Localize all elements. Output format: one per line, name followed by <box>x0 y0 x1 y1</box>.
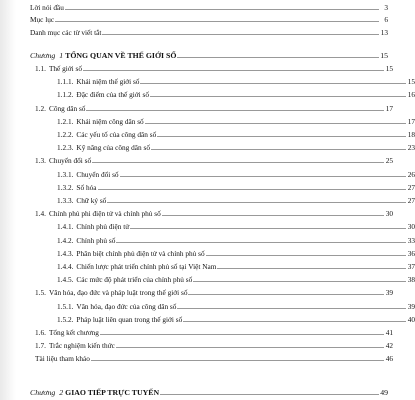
toc-page-number: 13 <box>380 28 388 37</box>
section-number: 1.5.1. <box>57 301 74 311</box>
toc-section-entry[interactable] <box>0 101 393 113</box>
toc-page-number: 16 <box>407 90 415 100</box>
toc-section-entry[interactable] <box>0 338 393 350</box>
toc-chapter-2[interactable] <box>0 385 388 397</box>
toc-subsection-entry[interactable] <box>0 167 415 179</box>
toc-page-number: 17 <box>385 103 393 113</box>
toc-page-number: 23 <box>407 143 415 153</box>
section-number: 1.5. <box>35 288 46 298</box>
chapter-title: TỔNG QUAN VỀ THẾ GIỚI SỐ <box>65 51 177 60</box>
toc-entry-label: Chính phủ phi điện tử và chính phủ số <box>48 209 161 219</box>
toc-section-entry[interactable] <box>0 61 393 73</box>
toc-subsection-entry[interactable] <box>0 259 415 271</box>
toc-page-number: 38 <box>407 275 415 285</box>
dot-leader <box>157 136 406 137</box>
section-number: 1.4.3. <box>57 248 74 258</box>
dot-leader <box>91 360 384 361</box>
toc-chapter-1[interactable] <box>0 48 388 60</box>
toc-subsection-entry[interactable] <box>0 180 415 192</box>
toc-subsection-entry[interactable] <box>0 74 415 86</box>
toc-entry-front-matter[interactable] <box>0 12 388 24</box>
toc-entry-label: Số hóa <box>76 182 97 192</box>
toc-page-number: 3 <box>384 3 388 12</box>
section-number: 1.3.3. <box>57 196 74 205</box>
dot-leader <box>183 321 406 322</box>
section-number: 1.4.1. <box>57 222 74 232</box>
toc-subsection-entry[interactable] <box>0 299 415 311</box>
section-number: 1.3.1. <box>57 169 74 179</box>
section-number: 1.4.2. <box>57 235 74 245</box>
chapter-title: GIAO TIẾP TRỰC TUYẾN <box>65 388 160 397</box>
toc-subsection-entry[interactable] <box>0 246 415 258</box>
dot-leader <box>65 9 379 10</box>
section-number: 1.2.3. <box>57 143 74 153</box>
toc-entry-label: Các yếu tố của công dân số <box>76 130 157 139</box>
toc-page-number: 46 <box>385 354 393 364</box>
toc-page-number: 36 <box>407 248 415 258</box>
toc-subsection-entry[interactable] <box>0 312 415 324</box>
toc-subsection-entry[interactable] <box>0 272 415 284</box>
toc-page-number: 37 <box>407 262 415 271</box>
dot-leader <box>217 268 406 269</box>
dot-leader <box>98 189 407 190</box>
dot-leader <box>83 70 384 71</box>
toc-page-number: 30 <box>385 209 393 219</box>
dot-leader <box>86 110 384 111</box>
toc-page-number: 30 <box>407 222 415 232</box>
toc-entry-label: Lời nói đầu <box>30 3 64 12</box>
section-number: 1.4.4. <box>57 262 74 271</box>
toc-entry-label: Chuyển đổi số <box>76 169 119 179</box>
toc-entry-label: Chuyển đổi số <box>48 156 92 166</box>
toc-page-number: 27 <box>407 196 415 205</box>
toc-entry-label: Chính phủ điện tử <box>76 222 130 232</box>
dot-leader <box>188 294 384 295</box>
chapter-label: Chương <box>30 51 56 60</box>
toc-section-entry[interactable] <box>0 206 393 218</box>
toc-page-number: 17 <box>407 116 415 126</box>
toc-entry-label: Kỹ năng của công dân số <box>76 143 150 153</box>
toc-section-entry[interactable] <box>0 285 393 297</box>
dot-leader <box>100 334 384 335</box>
toc-page-number: 25 <box>385 156 393 166</box>
toc-page-number: 15 <box>407 77 415 87</box>
toc-entry-label: Đặc điểm của thế giới số <box>76 90 149 100</box>
dot-leader <box>120 176 406 177</box>
toc-entry-label: Tài liệu tham khảo <box>35 354 90 364</box>
toc-subsection-entry[interactable] <box>0 219 415 231</box>
dot-leader <box>92 162 384 163</box>
toc-section-entry[interactable] <box>0 351 393 363</box>
section-number: 1.2.2. <box>57 130 74 139</box>
toc-page-number: 6 <box>384 15 388 24</box>
toc-page-number: 41 <box>385 328 393 337</box>
dot-leader <box>116 347 384 348</box>
dot-leader <box>116 242 406 243</box>
dot-leader <box>140 83 406 84</box>
toc-page-number: 15 <box>380 51 388 60</box>
dot-leader <box>107 202 406 203</box>
toc-entry-front-matter[interactable] <box>0 0 388 12</box>
toc-subsection-entry[interactable] <box>0 140 415 152</box>
toc-page-number: 15 <box>385 64 393 73</box>
toc-entry-label: Văn hóa, đạo đức của công dân số <box>76 301 177 311</box>
toc-entry-label: Trắc nghiệm kiến thức <box>48 341 115 351</box>
toc-subsection-entry[interactable] <box>0 193 415 205</box>
dot-leader <box>55 21 379 22</box>
toc-section-entry[interactable] <box>0 153 393 165</box>
dot-leader <box>177 308 406 309</box>
section-number: 1.5.2. <box>57 314 74 324</box>
toc-entry-label: Phân biệt chính phủ điện tử và chính phủ số <box>76 248 205 258</box>
dot-leader <box>130 228 406 229</box>
chapter-number: 2 <box>59 388 64 397</box>
section-number: 1.1.1. <box>57 77 74 87</box>
toc-page-number: 49 <box>380 388 388 397</box>
dot-leader <box>102 34 379 35</box>
toc-entry-label: Công dân số <box>48 103 86 113</box>
toc-entry-label: Chữ ký số <box>76 196 107 205</box>
toc-page-number: 40 <box>407 314 415 324</box>
section-number: 1.6. <box>35 328 46 337</box>
dot-leader <box>193 281 406 282</box>
section-number: 1.4. <box>35 209 46 219</box>
toc-section-entry[interactable] <box>0 325 393 337</box>
dot-leader <box>177 57 379 58</box>
toc-entry-label: Mục lục <box>30 15 55 24</box>
toc-entry-label: Các mức độ phát triển của chính phủ số <box>76 275 193 285</box>
toc-page-number: 39 <box>407 301 415 311</box>
toc-entry-label: Chiến lược phát triển chính phủ số tại Việt Nam <box>76 262 217 271</box>
toc-page-number: 27 <box>407 182 415 192</box>
section-number: 1.2. <box>35 103 46 113</box>
section-number: 1.7. <box>35 341 46 351</box>
dot-leader <box>145 123 406 124</box>
toc-subsection-entry[interactable] <box>0 87 415 99</box>
dot-leader <box>160 394 379 395</box>
toc-page-number: 42 <box>385 341 393 351</box>
toc-entry-label: Khái niệm công dân số <box>76 116 144 126</box>
section-number: 1.2.1. <box>57 116 74 126</box>
section-number: 1.3.2. <box>57 182 74 192</box>
section-number: 1.1. <box>35 64 46 73</box>
dot-leader <box>151 149 406 150</box>
toc-entry-label: Khái niệm thế giới số <box>76 77 140 87</box>
toc-entry-label: Tổng kết chương <box>48 328 99 337</box>
chapter-number: 1 <box>59 51 64 60</box>
section-number: 1.3. <box>35 156 46 166</box>
chapter-label: Chương <box>30 388 56 397</box>
toc-entry-label: Văn hóa, đạo đức và pháp luật trong thế giới số <box>48 288 188 298</box>
toc-subsection-entry[interactable] <box>0 233 415 245</box>
toc-entry-label: Thế giới số <box>48 64 82 73</box>
toc-subsection-entry[interactable] <box>0 114 415 126</box>
toc-page-number: 18 <box>407 130 415 139</box>
toc-entry-front-matter[interactable] <box>0 25 388 37</box>
dot-leader <box>206 255 406 256</box>
toc-page-number: 39 <box>385 288 393 298</box>
toc-entry-label: Chính phủ số <box>76 235 116 245</box>
toc-entry-label: Danh mục các từ viết tắt <box>30 28 102 37</box>
dot-leader <box>162 215 384 216</box>
section-number: 1.1.2. <box>57 90 74 100</box>
section-number: 1.4.5. <box>57 275 74 285</box>
dot-leader <box>150 96 406 97</box>
toc-page-number: 33 <box>407 235 415 245</box>
toc-entry-label: Pháp luật liên quan trong thế giới số <box>76 314 183 324</box>
toc-subsection-entry[interactable] <box>0 127 415 139</box>
toc-page-number: 26 <box>407 169 415 179</box>
